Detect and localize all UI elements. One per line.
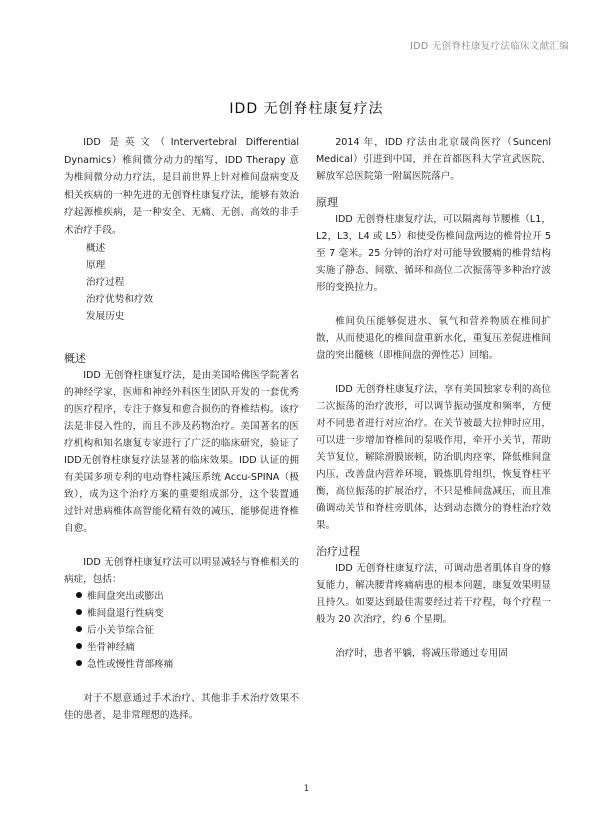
list-item: 椎间盘退行性病变	[76, 605, 299, 622]
toc-item[interactable]: 治疗过程	[86, 277, 125, 288]
section-heading-principle: 原理	[316, 196, 338, 209]
toc-item[interactable]: 概述	[86, 243, 106, 254]
negative-pressure-paragraph: 椎间负压能够促进水、氧气和营养物质在椎间扩散，从而使退化的椎间盘重新水化，重复压差促进椎间盘的突出髓核（即椎间盘的弹性芯）回缩。	[316, 316, 551, 361]
left-column	[64, 134, 299, 724]
list-item: 后小关节综合征	[76, 622, 299, 639]
table-of-contents	[86, 240, 299, 325]
bullet-icon	[76, 592, 82, 598]
overview-paragraph: IDD 无创脊柱康复疗法，是由美国哈佛医学院著名的神经学家，医师和神经外科医生团队开发的一套优秀的医疗程序，专注于修复和愈合损伤的脊椎结构。该疗法是非侵入性的，而且不涉及药物治疗。美国著名的医疗机构和知名康复专家进行了广泛的临床研究，验证了IDD无创脊柱康复疗法显著的临床效果。IDD 认证的拥有美国多项专利的电动脊柱减压系统 Accu-SPINA（极致），成为这个治疗方案的重要组成部分，这个装置通过针对患病椎体高智能化精有效的减压，能够促进脊椎自愈。	[64, 370, 299, 534]
process-continued-paragraph: 治疗时，患者平躺，将减压带通过专用固	[335, 648, 508, 659]
principle-paragraph: IDD 无创脊柱康复疗法，可以隔离每节腰椎（L1，L2，L3，L4 或 L5）和使受伤椎间盘两边的椎骨拉开 5 至 7 毫米。25 分钟的治疗对可能导致腰痛的椎骨结构实施了静态、间歇、循环和高位二次振荡等多种治疗波形的变换拉力。	[316, 214, 551, 293]
history-paragraph: 2014 年，IDD 疗法由北京晟尚医疗（Suncenl Medical）引进到中国，并在首都医科大学宣武医院、解放军总医院第一附属医院落户。	[316, 137, 551, 182]
oscillation-paragraph: IDD 无创脊柱康复疗法，享有美国独家专利的高位二次振荡的治疗波形，可以调节振动强度和频率，方便对不同患者进行对应治疗。在关节被最大拉伸时应用，可以进一步增加脊椎间的泵吸作用，牵开小关节，帮助关节复位，解除滑膜嵌顿，防治肌肉痉挛，降低椎间盘内压，改善盘内营养环境，锻炼肌骨组织，恢复脊柱平衡，高位振荡的扩展治疗，不只是椎间盘减压，而且准确调动关节和脊柱旁肌体，达到动态微分的脊柱治疗效果。	[316, 384, 551, 531]
list-item: 椎间盘突出或膨出	[76, 588, 299, 605]
conditions-list	[76, 588, 299, 673]
bullet-icon	[76, 626, 82, 632]
toc-item[interactable]: 原理	[86, 260, 106, 271]
list-item: 急性或慢性背部疼痛	[76, 656, 299, 673]
section-heading-overview: 概述	[64, 352, 86, 365]
intro-paragraph: IDD 是英文（Intervertebral Differential Dynamics）椎间微分动力的缩写，IDD Therapy 意为椎间微分动力疗法，是目前世界上针对椎间盘病变及相关疾病的一种先进的无创脊柱康复疗法，能够有效治疗起源椎疾病，是一种安全、无痛、无创、高效的非手术治疗手段。	[64, 137, 299, 236]
toc-item[interactable]: 发展历史	[86, 311, 125, 322]
right-column	[316, 134, 551, 662]
bullet-icon	[76, 643, 82, 649]
bullet-icon	[76, 660, 82, 666]
running-head: IDD 无创脊柱康复疗法临床文献汇编	[410, 41, 569, 52]
list-item: 坐骨神经痛	[76, 639, 299, 656]
candidate-paragraph: 对于不愿意通过手术治疗、其他非手术治疗效果不佳的患者，是非常理想的选择。	[64, 693, 299, 721]
section-heading-process: 治疗过程	[316, 545, 360, 558]
conditions-intro: IDD 无创脊柱康复疗法可以明显减轻与脊椎相关的病症，包括：	[64, 557, 299, 585]
bullet-icon	[76, 609, 82, 615]
document-title: IDD 无创脊柱康复疗法	[229, 101, 384, 117]
toc-item[interactable]: 治疗优势和疗效	[86, 294, 154, 305]
process-paragraph: IDD 无创脊柱康复疗法，可调动患者肌体自身的修复能力，解决腰背疼痛病患的根本问题，康复效果明显且持久。如要达到最佳需要经过若干疗程，每个疗程一般为 20 次治疗，约 6 个星期。	[316, 563, 551, 625]
page-number: 1	[303, 784, 310, 794]
